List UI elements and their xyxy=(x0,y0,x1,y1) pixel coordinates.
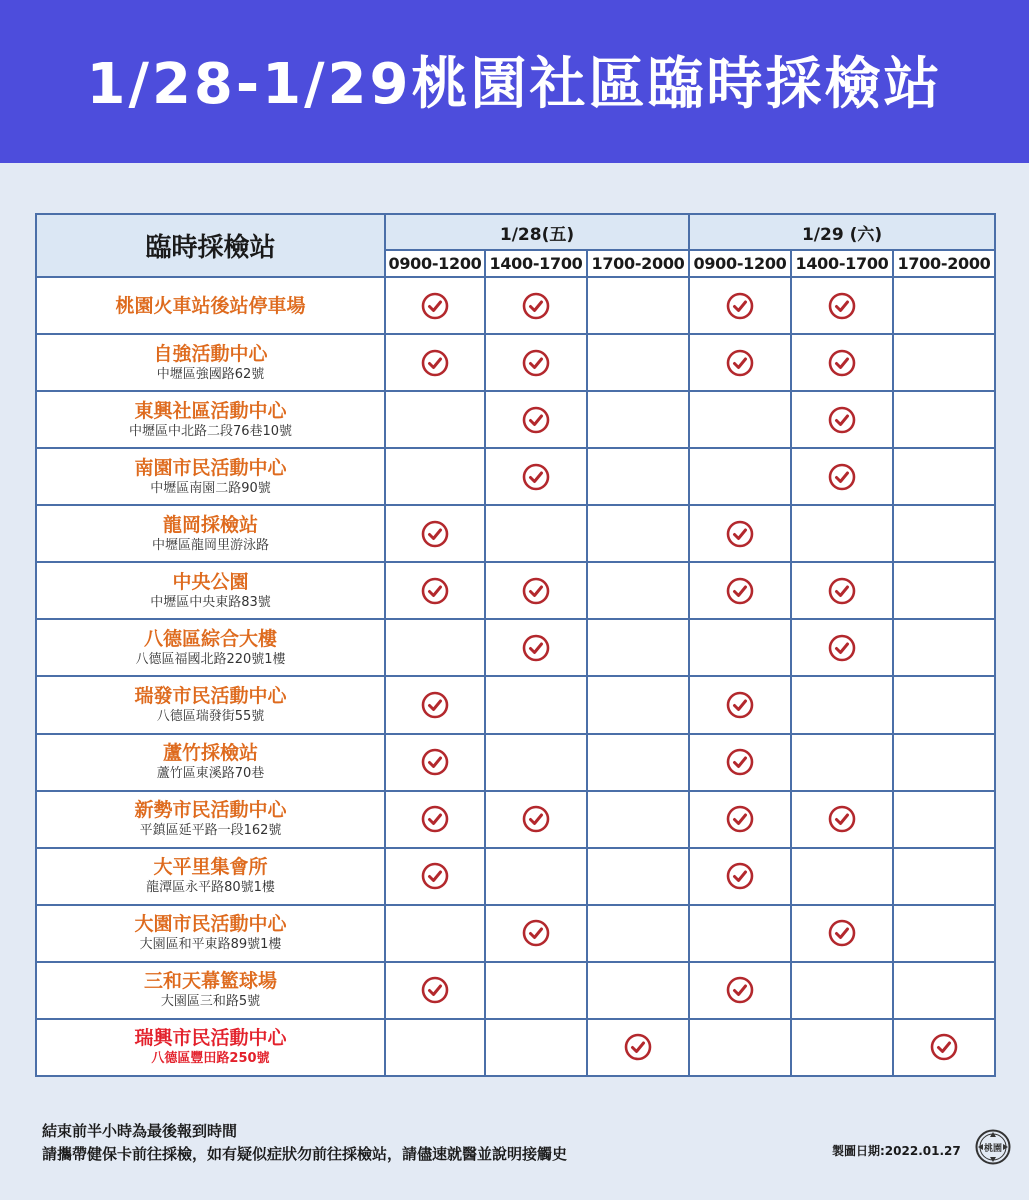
check-circle-icon xyxy=(726,748,754,776)
site-cell xyxy=(36,277,385,334)
slot-cell xyxy=(485,505,587,562)
footer-notes xyxy=(42,1120,567,1166)
site-cell xyxy=(36,448,385,505)
check-circle-icon xyxy=(421,349,449,377)
check-circle-icon xyxy=(828,349,856,377)
slot-cell xyxy=(385,962,485,1019)
table-row xyxy=(36,277,995,334)
site-name: 龍岡採檢站 xyxy=(162,513,258,536)
footer-note-instructions: 請攜帶健保卡前往採檢，如有疑似症狀勿前往採檢站，請儘速就醫並說明接觸史 xyxy=(42,1145,568,1163)
table-row xyxy=(36,562,995,619)
site-name: 三和天幕籃球場 xyxy=(143,970,277,993)
slot-cell xyxy=(485,791,587,848)
table-row xyxy=(36,734,995,791)
slot-cell xyxy=(791,334,893,391)
site-address: 八德區福國北路220號1樓 xyxy=(135,651,286,667)
table-row xyxy=(36,619,995,676)
check-circle-icon xyxy=(421,976,449,1004)
site-name: 中央公園 xyxy=(172,570,249,593)
check-circle-icon xyxy=(726,862,754,890)
site-name: 自強活動中心 xyxy=(153,342,268,365)
slot-cell xyxy=(689,905,791,962)
slot-header: 0900-1200 xyxy=(689,250,791,277)
slot-cell xyxy=(893,562,995,619)
slot-cell xyxy=(791,848,893,905)
slot-cell xyxy=(485,334,587,391)
table-row xyxy=(36,391,995,448)
site-name: 大平里集會所 xyxy=(153,856,268,879)
site-name: 南園市民活動中心 xyxy=(134,456,287,479)
slot-cell xyxy=(689,334,791,391)
slot-cell xyxy=(587,619,689,676)
slot-cell xyxy=(385,619,485,676)
slot-cell xyxy=(689,562,791,619)
site-name: 八德區綜合大樓 xyxy=(143,627,277,650)
slot-cell xyxy=(485,277,587,334)
site-cell xyxy=(36,391,385,448)
site-name: 桃園火車站後站停車場 xyxy=(115,294,306,317)
slot-cell xyxy=(893,791,995,848)
site-name: 蘆竹採檢站 xyxy=(162,742,258,765)
table-row xyxy=(36,448,995,505)
table-row xyxy=(36,962,995,1019)
made-date: 製圖日期:2022.01.27 xyxy=(832,1144,961,1158)
slot-cell xyxy=(893,1019,995,1076)
site-column-header: 臨時採檢站 xyxy=(36,214,385,277)
check-circle-icon xyxy=(930,1033,958,1061)
table-row xyxy=(36,676,995,733)
site-name: 東興社區活動中心 xyxy=(134,399,287,422)
site-address: 大園區和平東路89號1樓 xyxy=(139,937,282,953)
slot-cell xyxy=(689,391,791,448)
slot-header: 1400-1700 xyxy=(791,250,893,277)
slot-cell xyxy=(385,391,485,448)
slot-cell xyxy=(893,505,995,562)
slot-cell xyxy=(893,334,995,391)
slot-cell xyxy=(587,848,689,905)
slot-cell xyxy=(893,391,995,448)
table-row xyxy=(36,505,995,562)
slot-cell xyxy=(587,391,689,448)
check-circle-icon xyxy=(828,406,856,434)
slot-cell xyxy=(385,562,485,619)
slot-cell xyxy=(385,277,485,334)
check-circle-icon xyxy=(522,406,550,434)
slot-cell xyxy=(893,619,995,676)
slot-cell xyxy=(587,277,689,334)
check-circle-icon xyxy=(726,292,754,320)
slot-cell xyxy=(385,1019,485,1076)
date-header-2: 1/29 (六) xyxy=(689,214,995,250)
slot-cell xyxy=(791,962,893,1019)
date-header-1: 1/28(五) xyxy=(385,214,689,250)
check-circle-icon xyxy=(421,748,449,776)
check-circle-icon xyxy=(522,577,550,605)
check-circle-icon xyxy=(522,349,550,377)
check-circle-icon xyxy=(421,292,449,320)
slot-cell xyxy=(385,734,485,791)
slot-cell xyxy=(689,505,791,562)
site-address: 蘆竹區東溪路70巷 xyxy=(156,766,265,782)
slot-cell xyxy=(385,505,485,562)
site-cell xyxy=(36,334,385,391)
slot-cell xyxy=(689,448,791,505)
slot-cell xyxy=(385,905,485,962)
slot-cell xyxy=(587,676,689,733)
check-circle-icon xyxy=(421,577,449,605)
site-address: 中壢區強國路62號 xyxy=(156,366,265,382)
slot-cell xyxy=(791,391,893,448)
slot-cell xyxy=(587,791,689,848)
slot-cell xyxy=(587,734,689,791)
slot-cell xyxy=(587,448,689,505)
check-circle-icon xyxy=(726,520,754,548)
table-row xyxy=(36,848,995,905)
slot-cell xyxy=(689,791,791,848)
site-address: 大園區三和路5號 xyxy=(160,994,261,1010)
seal-text: 桃園 xyxy=(983,1144,1003,1154)
slot-cell xyxy=(689,734,791,791)
check-circle-icon xyxy=(828,577,856,605)
slot-cell xyxy=(485,1019,587,1076)
check-circle-icon xyxy=(421,805,449,833)
slot-cell xyxy=(587,1019,689,1076)
slot-cell xyxy=(485,391,587,448)
city-seal-icon xyxy=(975,1129,1011,1165)
table-row xyxy=(36,334,995,391)
slot-cell xyxy=(689,277,791,334)
slot-cell xyxy=(791,905,893,962)
slot-cell xyxy=(485,962,587,1019)
site-name: 瑞興市民活動中心 xyxy=(134,1027,287,1050)
check-circle-icon xyxy=(624,1033,652,1061)
check-circle-icon xyxy=(726,577,754,605)
slot-cell xyxy=(893,448,995,505)
check-circle-icon xyxy=(828,805,856,833)
site-address: 八德區瑞發街55號 xyxy=(156,708,265,724)
slot-cell xyxy=(689,1019,791,1076)
check-circle-icon xyxy=(828,634,856,662)
slot-cell xyxy=(893,905,995,962)
slot-header: 0900-1200 xyxy=(385,250,485,277)
table-row xyxy=(36,791,995,848)
check-circle-icon xyxy=(726,349,754,377)
slot-cell xyxy=(791,448,893,505)
schedule-table xyxy=(35,213,996,1077)
slot-cell xyxy=(587,562,689,619)
slot-cell xyxy=(385,848,485,905)
slot-cell xyxy=(893,734,995,791)
slot-cell xyxy=(587,962,689,1019)
check-circle-icon xyxy=(522,463,550,491)
slot-cell xyxy=(791,1019,893,1076)
site-cell xyxy=(36,848,385,905)
slot-cell xyxy=(791,505,893,562)
slot-cell xyxy=(485,448,587,505)
check-circle-icon xyxy=(421,691,449,719)
slot-cell xyxy=(893,962,995,1019)
check-circle-icon xyxy=(421,520,449,548)
check-circle-icon xyxy=(522,292,550,320)
site-name: 大園市民活動中心 xyxy=(134,913,287,936)
slot-cell xyxy=(791,734,893,791)
site-cell xyxy=(36,1019,385,1076)
slot-cell xyxy=(893,277,995,334)
slot-cell xyxy=(485,619,587,676)
title-banner xyxy=(0,0,1029,163)
slot-cell xyxy=(791,676,893,733)
slot-cell xyxy=(385,334,485,391)
footer-note-checkin: 結束前半小時為最後報到時間 xyxy=(42,1122,238,1140)
slot-cell xyxy=(485,848,587,905)
site-cell xyxy=(36,791,385,848)
check-circle-icon xyxy=(421,862,449,890)
site-cell xyxy=(36,562,385,619)
slot-header: 1400-1700 xyxy=(485,250,587,277)
site-address: 中壢區龍岡里游泳路 xyxy=(151,537,269,553)
check-circle-icon xyxy=(828,292,856,320)
schedule-rows xyxy=(36,277,995,1076)
site-address: 龍潭區永平路80號1樓 xyxy=(146,880,275,896)
slot-cell xyxy=(385,791,485,848)
slot-cell xyxy=(689,848,791,905)
slot-cell xyxy=(689,962,791,1019)
page-title: 1/28-1/29桃園社區臨時採檢站 xyxy=(86,51,943,117)
slot-cell xyxy=(485,562,587,619)
slot-cell xyxy=(791,619,893,676)
slot-cell xyxy=(587,505,689,562)
check-circle-icon xyxy=(522,919,550,947)
slot-cell xyxy=(587,334,689,391)
check-circle-icon xyxy=(522,805,550,833)
site-name: 新勢市民活動中心 xyxy=(134,799,287,822)
check-circle-icon xyxy=(828,463,856,491)
slot-cell xyxy=(385,448,485,505)
site-cell xyxy=(36,905,385,962)
slot-header: 1700-2000 xyxy=(587,250,689,277)
site-cell xyxy=(36,962,385,1019)
slot-cell xyxy=(485,676,587,733)
slot-cell xyxy=(485,734,587,791)
site-cell xyxy=(36,505,385,562)
site-name: 瑞發市民活動中心 xyxy=(134,684,287,707)
site-address: 平鎮區延平路一段162號 xyxy=(139,823,282,839)
slot-header: 1700-2000 xyxy=(893,250,995,277)
site-address: 中壢區中北路二段76巷10號 xyxy=(128,423,293,439)
slot-cell xyxy=(791,791,893,848)
site-cell xyxy=(36,676,385,733)
slot-cell xyxy=(791,562,893,619)
site-cell xyxy=(36,619,385,676)
slot-cell xyxy=(689,676,791,733)
slot-cell xyxy=(689,619,791,676)
table-row xyxy=(36,905,995,962)
slot-cell xyxy=(485,905,587,962)
slot-cell xyxy=(587,905,689,962)
check-circle-icon xyxy=(726,805,754,833)
site-address: 八德區豐田路250號 xyxy=(151,1051,270,1067)
slot-cell xyxy=(791,277,893,334)
site-cell xyxy=(36,734,385,791)
slot-cell xyxy=(893,676,995,733)
site-address: 中壢區南園二路90號 xyxy=(150,480,271,496)
table-row xyxy=(36,1019,995,1076)
check-circle-icon xyxy=(522,634,550,662)
check-circle-icon xyxy=(726,976,754,1004)
slot-cell xyxy=(385,676,485,733)
check-circle-icon xyxy=(828,919,856,947)
site-address: 中壢區中央東路83號 xyxy=(150,594,271,610)
check-circle-icon xyxy=(726,691,754,719)
slot-cell xyxy=(893,848,995,905)
